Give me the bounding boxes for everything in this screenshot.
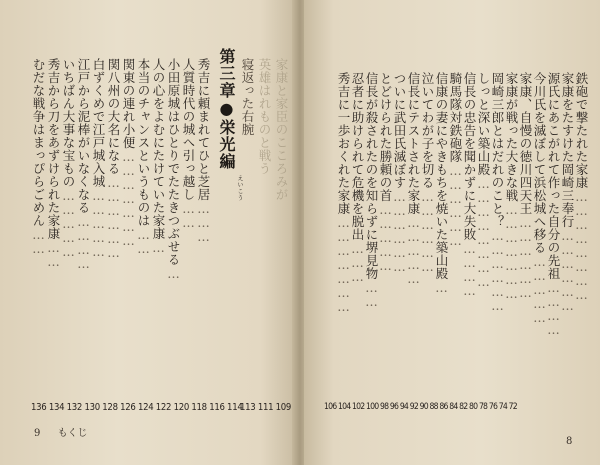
page-numbers: 106 104 102 100 98 96 94 92 90 88 86 84 82 80 78 76 74 72 [324,402,517,412]
toc-entry: とどけられた勝頼の首…………… [378,72,393,272]
toc-entry: 騎馬隊対鉄砲隊……………… [448,72,463,247]
toc-entry: 白ずくめで江戸城入城…………… [91,58,106,258]
chapter-ruby: えいこう [236,175,243,201]
faded-page-numbers: 113 111 109 [240,402,292,413]
toc-entry: 小田原城はひとりでたたきつぶせる… [166,58,181,280]
faded-entry: 英雄はれものと戦う [257,58,272,175]
chapter-label: 第三章●栄光編 [217,48,236,170]
toc-entry: 秀吉に一歩おくれた家康………………… [336,72,351,313]
page-number: 9 [34,428,41,439]
toc-entry: 本当のチャンスというものは…… [136,58,151,255]
chapter-heading [218,48,238,170]
toc-entry: 家康、自慢の徳川四天王……………… [518,72,533,299]
left-page [0,0,296,465]
toc-entry: 秀吉に頼まれてひと芝居……… [196,58,211,243]
toc-entry: 源氏にあこがれて作った自分の先祖………… [546,72,561,336]
toc-entry: ついに武田氏滅ぼす……………… [392,72,407,273]
right-page [304,0,600,465]
toc-entry: 信長にテストされた家康…………… [406,72,421,285]
toc-entry: 人の心をよむにたけていた家康… [151,58,166,254]
toc-entry: むだな戦争はまっぴらごめん…… [31,58,46,255]
running-title: もくじ [57,428,88,439]
page-number: 8 [566,436,573,447]
toc-entry: 信長の忠告を聞かずに大失敗………… [462,72,477,297]
footer [34,424,88,439]
toc-entry: しっと深い築山殿…………………… [476,72,491,288]
toc-entry: 家康をたすけた岡崎三奉行……………… [560,72,575,312]
toc-entry: 家康が戦った大きな戦………………… [504,72,519,300]
toc-entry: 信康の妻にやきもちを焼いた築山殿… [434,72,449,294]
faded-entry: 家康と家臣のこころみが [274,58,289,201]
toc-entry: 関八州の大名になる……………… [106,58,121,259]
toc-entry: 人質時代の城へ引っ越し…… [181,58,196,229]
toc-entry: いちばん大事な宝もの…………… [61,58,76,258]
toc-entry: 寝返った右腕 [240,58,255,136]
toc-entry: 江戸から泥棒がいなくなる………… [76,58,91,270]
toc-entry: 今川氏を滅ぼして浜松城へ移る…………… [532,72,547,324]
toc-entry: 秀吉から刀をあずけられた家康…… [46,58,61,268]
toc-entry: 岡崎三郎とはだれのこと？……………… [490,72,505,312]
toc-entry: 鉄砲で撃たれた家康…………………… [574,72,589,301]
toc-entry: 関東の連れ小便………………… [121,58,136,247]
page-numbers: 136 134 132 130 128 126 124 122 120 118 116 114 [31,402,243,413]
toc-entry: 忍者に助けられて危機を脱出……… [350,72,365,283]
toc-entry: 信長が殺されたのを知らずに堺見物…… [364,72,379,308]
toc-entry: 泣いてわが子を切る……………… [420,72,435,273]
